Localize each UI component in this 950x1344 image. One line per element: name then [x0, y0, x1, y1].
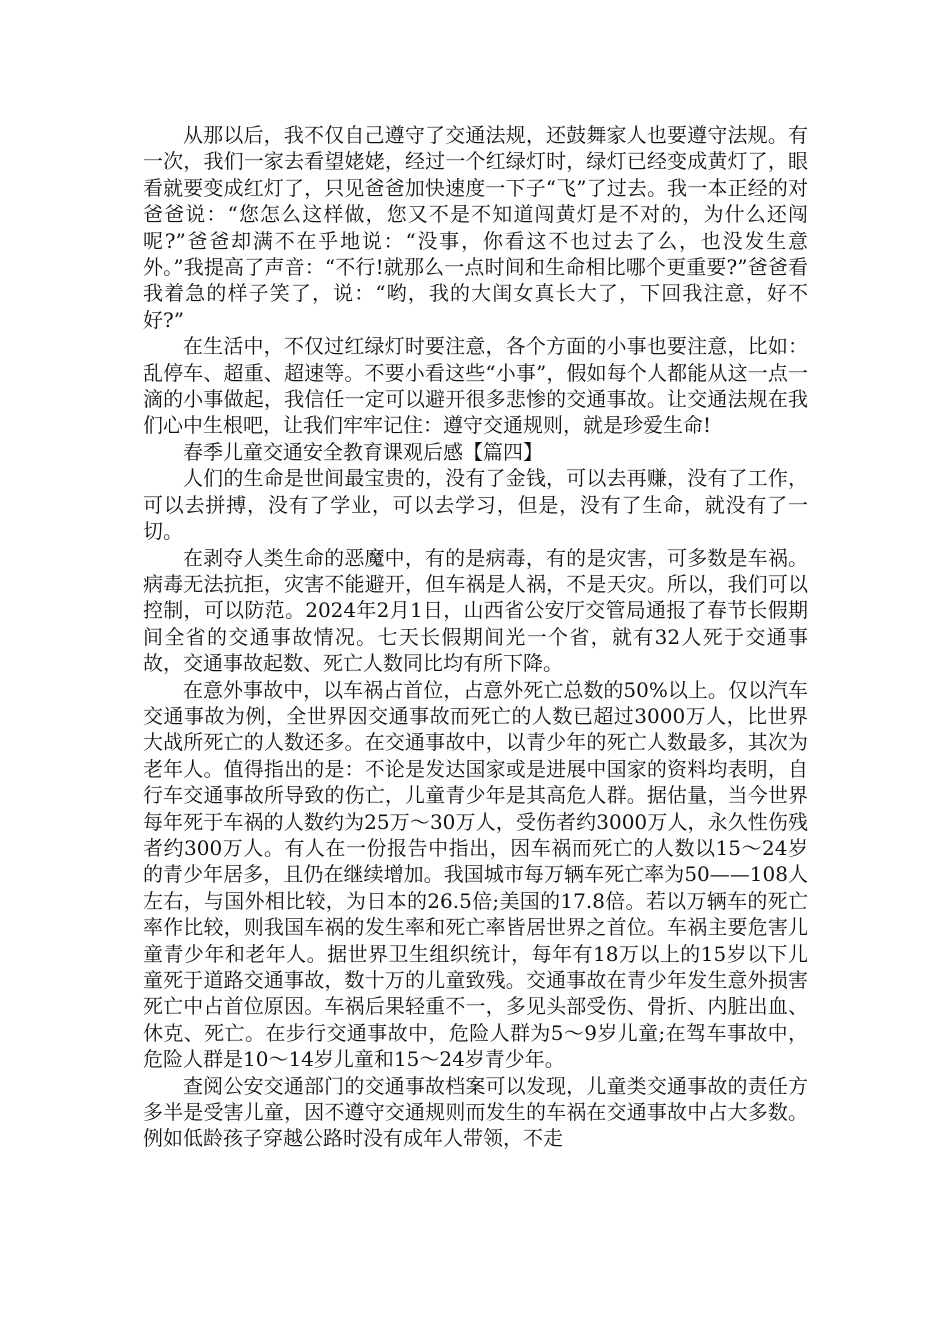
- document-body: [143, 122, 808, 1152]
- paragraph-life-most-precious: 人们的生命是世间最宝贵的，没有了金钱，可以去再赚，没有了工作，可以去拼搏，没有了学业，可以去学习，但是，没有了生命，就没有了一切。: [143, 466, 808, 544]
- paragraph-traffic-accident-report: 在剥夺人类生命的恶魔中，有的是病毒，有的是灾害，可多数是车祸。病毒无法抗拒，灾害不能避开，但车祸是人祸，不是天灾。所以，我们可以控制，可以防范。2024年2月1日，山西省公安厅交管局通报了春节长假期间全省的交通事故情况。七天长假期间光一个省，就有32人死于交通事故，交通事故起数、死亡人数同比均有所下降。: [143, 545, 808, 676]
- section-heading-part-four: 春季儿童交通安全教育课观后感【篇四】: [183, 439, 543, 464]
- paragraph-accident-statistics: 在意外事故中，以车祸占首位，占意外死亡总数的50%以上。仅以汽车交通事故为例，全世界因交通事故而死亡的人数已超过3000万人，比世界大战所死亡的人数还多。在交通事故中，以青少年的死亡人数最多，其次为老年人。值得指出的是：不论是发达国家或是进展中国家的资料均表明，自行车交通事故所导致的伤亡，儿童青少年是其高危人群。据估量，当今世界每年死于车祸的人数约为25万～30万人，受伤者约3000万人，永久性伤残者约300万人。有人在一份报告中指出，因车祸而死亡的人数以15～24岁的青少年居多，且仍在继续增加。我国城市每万辆车死亡率为50——108人左右，与国外相比较，为日本的26.5倍;美国的17.8倍。若以万辆车的死亡率作比较，则我国车祸的发生率和死亡率皆居世界之首位。车祸主要危害儿童青少年和老年人。据世界卫生组织统计，每年有18万以上的15岁以下儿童死于道路交通事故，数十万的儿童致残。交通事故在青少年发生意外损害死亡中占首位原因。车祸后果轻重不一，多见头部受伤、骨折、内脏出血、休克、死亡。在步行交通事故中，危险人群为5～9岁儿童;在驾车事故中，危险人群是10～14岁儿童和15～24岁青少年。: [143, 677, 808, 1072]
- paragraph-police-records: 查阅公安交通部门的交通事故档案可以发现，儿童类交通事故的责任方多半是受害儿童，因不遵守交通规则而发生的车祸在交通事故中占大多数。例如低龄孩子穿越公路时没有成年人带领，不走: [143, 1073, 808, 1151]
- paragraph-daily-small-things: 在生活中，不仅过红绿灯时要注意，各个方面的小事也要注意，比如：乱停车、超重、超速等。不要小看这些“小事”，假如每个人都能从这一点一滴的小事做起，我信任一定可以避开很多悲惨的交通事故。让交通法规在我们心中生根吧，让我们牢牢记住：遵守交通规则，就是珍爱生命!: [143, 334, 808, 438]
- paragraph-traffic-light-story: 从那以后，我不仅自己遵守了交通法规，还鼓舞家人也要遵守法规。有一次，我们一家去看望姥姥，经过一个红绿灯时，绿灯已经变成黄灯了，眼看就要变成红灯了，只见爸爸加快速度一下子“飞”了过去。我一本正经的对爸爸说：“您怎么这样做，您又不是不知道闯黄灯是不对的，为什么还闯呢?”爸爸却满不在乎地说：“没事，你看这不也过去了么，也没发生意外。”我提高了声音：“不行!就那么一点时间和生命相比哪个更重要?”爸爸看我着急的样子笑了，说：“哟，我的大闺女真长大了，下回我注意，好不好?”: [143, 123, 808, 332]
